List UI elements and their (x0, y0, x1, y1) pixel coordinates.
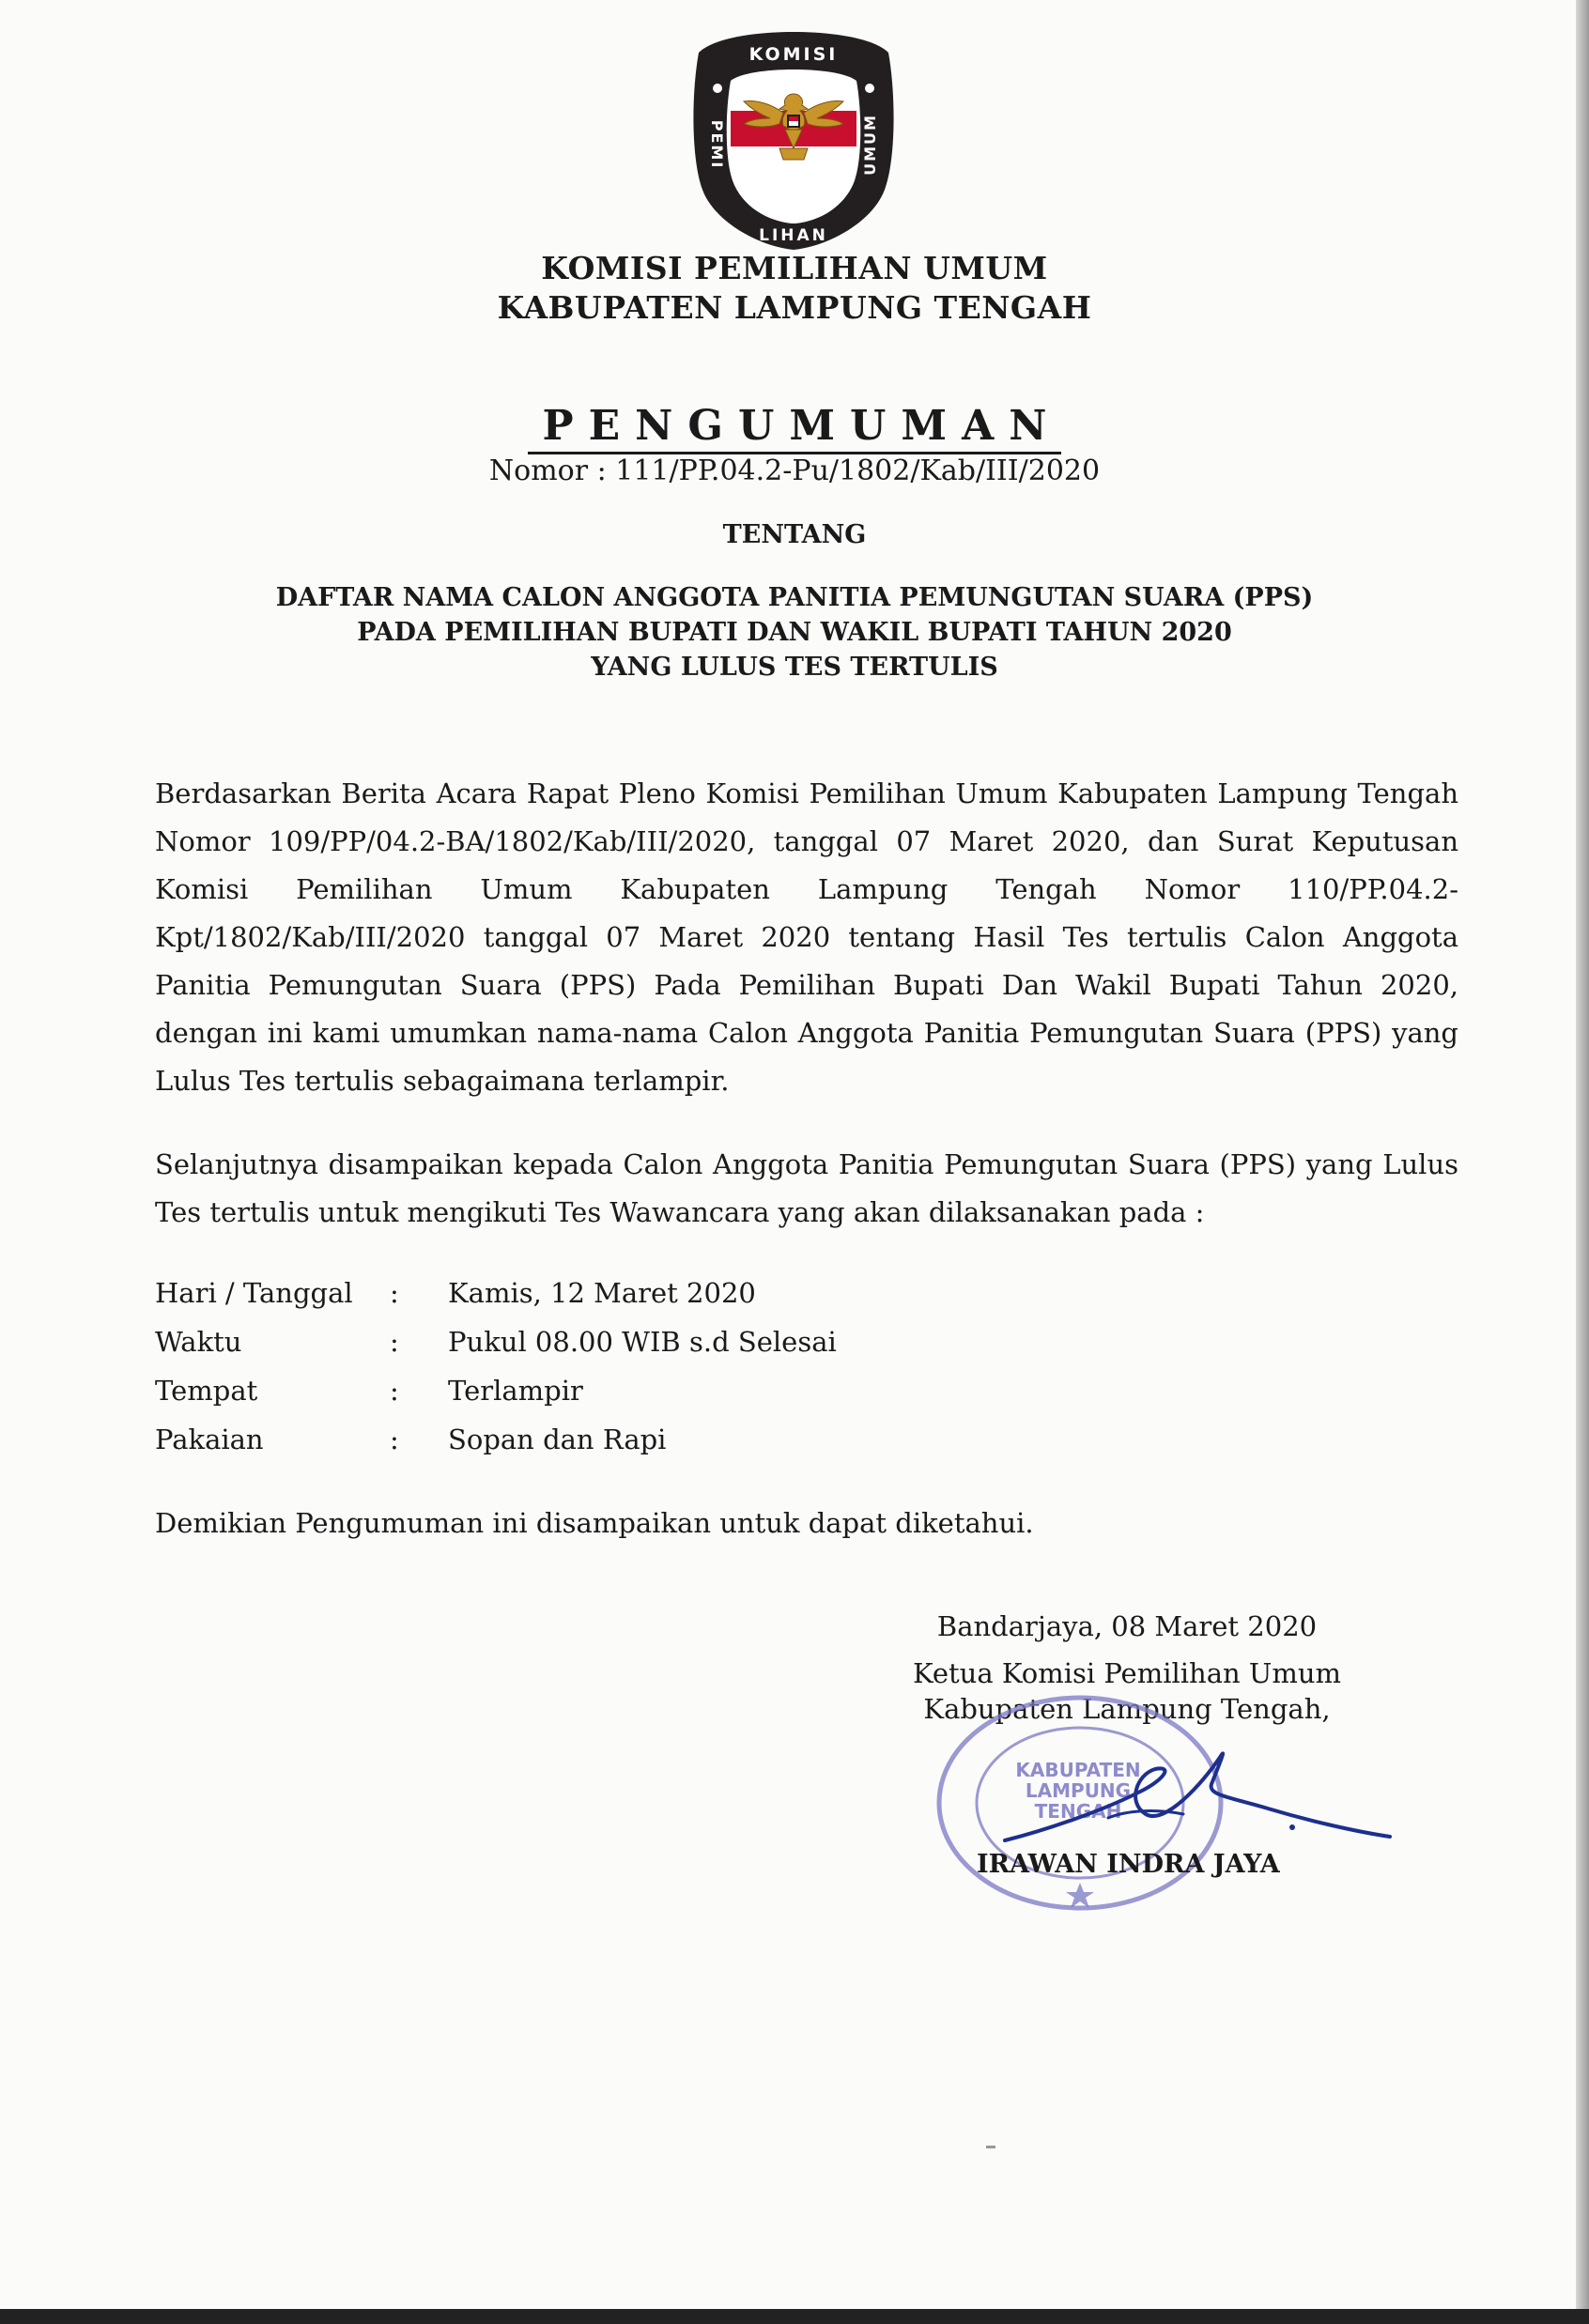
org-name: KOMISI PEMILIHAN UMUM (541, 250, 1048, 286)
sign-place-date: Bandarjaya, 08 Maret 2020 (936, 1610, 1318, 1642)
sign-role-line-1: Ketua Komisi Pemilihan Umum (912, 1657, 1342, 1689)
schedule-label: Waktu (155, 1326, 242, 1358)
scan-speck (986, 2146, 995, 2148)
org-region: KABUPATEN LAMPUNG TENGAH (497, 289, 1092, 326)
logo-bottom-text: LIHAN (759, 226, 828, 245)
signatory-name: IRAWAN INDRA JAYA (977, 1850, 1280, 1879)
stamp-line-2: LAMPUNG TENGAH (1025, 1779, 1132, 1823)
schedule-value: Pukul 08.00 WIB s.d Selesai (448, 1326, 837, 1358)
subject-line-3: YANG LULUS TES TERTULIS (591, 653, 998, 682)
kpu-logo (689, 28, 898, 252)
schedule-value: Sopan dan Rapi (448, 1424, 667, 1455)
paragraph-invitation: Selanjutnya disampaikan kepada Calon Anggota Panitia Pemungutan Suara (PPS) yang Lulus Tes tertulis untuk mengikuti Tes Wawancara yang akan dilaksanakan pada : (155, 1148, 1458, 1228)
paragraph-basis: Berdasarkan Berita Acara Rapat Pleno Komisi Pemilihan Umum Kabupaten Lampung Tengah Nomor 109/PP/04.2-BA/1802/Kab/III/2020, tanggal 07 Maret 2020, dan Surat Keputusan Komisi Pemilihan Umum Kabupaten Lampung Tengah Nomor 110/PP.04.2-Kpt/1802/Kab/III/2020 tanggal 07 Maret 2020 tentang Hasil Tes tertulis Calon Anggota Panitia Pemungutan Suara (PPS) Pada Pemilihan Bupati Dan Wakil Bupati Tahun 2020, dengan ini kami umumkan nama-nama Calon Anggota Panitia Pemungutan Suara (PPS) yang Lulus Tes tertulis sebagaimana terlampir. (155, 777, 1458, 1097)
sign-role-line-2: Kabupaten Lampung Tengah, (923, 1693, 1331, 1725)
logo-left-text: PEMI (708, 119, 726, 170)
logo-top-text: KOMISI (748, 44, 839, 65)
schedule-colon: : (390, 1424, 399, 1455)
subject-block (0, 580, 1589, 685)
scan-edge-right (1576, 0, 1589, 2324)
schedule-colon: : (390, 1375, 399, 1407)
tentang-heading: TENTANG (722, 520, 867, 549)
schedule-colon: : (390, 1277, 399, 1309)
subject-line-1: DAFTAR NAMA CALON ANGGOTA PANITIA PEMUNGUTAN SUARA (PPS) (275, 583, 1314, 612)
logo-right-text: UMUM (861, 114, 879, 176)
subject-line-2: PADA PEMILIHAN BUPATI DAN WAKIL BUPATI TAHUN 2020 (357, 618, 1232, 647)
paragraph-closing: Demikian Pengumuman ini disampaikan untuk dapat diketahui. (155, 1507, 1034, 1539)
schedule-label: Pakaian (155, 1424, 264, 1455)
scan-edge-bottom (0, 2309, 1589, 2324)
document-number: Nomor : 111/PP.04.2-Pu/1802/Kab/III/2020 (488, 454, 1101, 487)
stamp-line-1: KABUPATEN (1015, 1759, 1141, 1781)
document-title (0, 402, 1589, 450)
document-title-text: PENGUMUMAN (528, 402, 1062, 454)
schedule-label: Tempat (155, 1375, 258, 1407)
schedule-label: Hari / Tanggal (155, 1277, 353, 1309)
schedule-value: Kamis, 12 Maret 2020 (448, 1277, 756, 1309)
schedule-value: Terlampir (448, 1375, 583, 1407)
schedule-colon: : (390, 1326, 399, 1358)
